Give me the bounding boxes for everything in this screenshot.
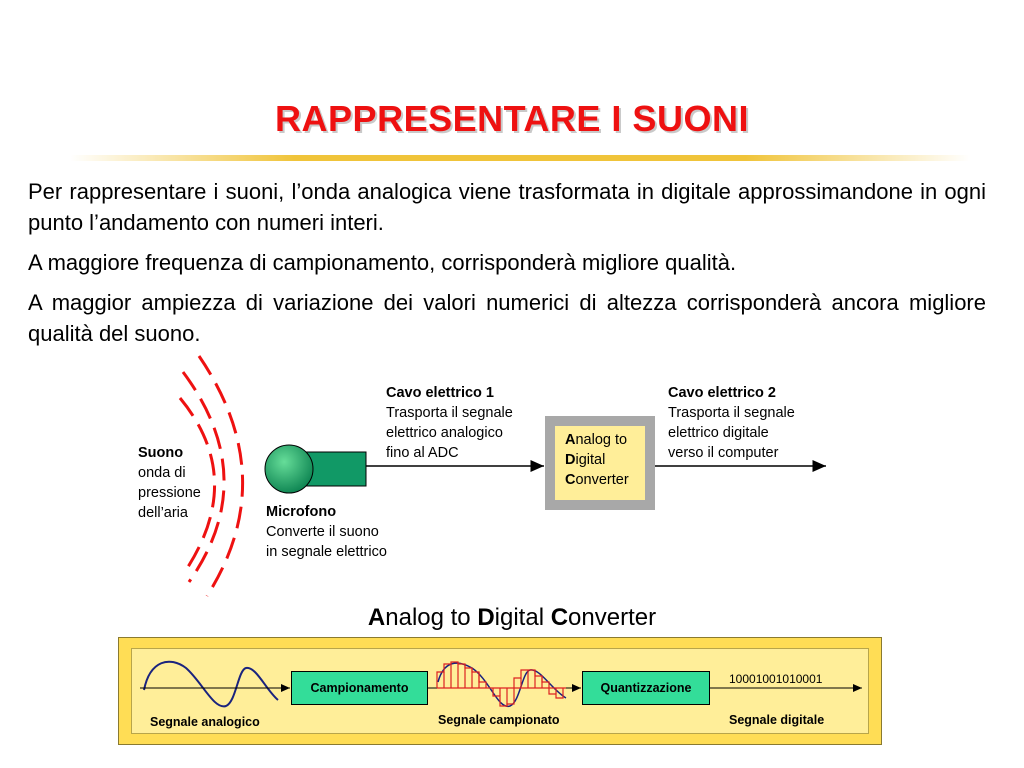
adc-title-rest-c: onverter bbox=[568, 604, 657, 631]
paragraph-1: Per rappresentare i suoni, l’onda analogica viene trasformata in digitale approssimandone in ogni punto l’andamento con numeri interi. bbox=[28, 179, 986, 235]
cable-1-line-1: Trasporta il segnale bbox=[386, 405, 513, 421]
sound-title: Suono bbox=[138, 445, 184, 461]
microphone-line-2: in segnale elettrico bbox=[266, 544, 387, 560]
adc-rest-c: onverter bbox=[575, 472, 629, 488]
sound-line-2: pressione bbox=[138, 485, 201, 501]
cable-2-line-3: verso il computer bbox=[668, 445, 779, 461]
cable-1-line-3: fino al ADC bbox=[386, 445, 459, 461]
microphone-title: Microfono bbox=[266, 504, 337, 520]
analog-signal-caption: Segnale analogico bbox=[150, 715, 260, 729]
cable-2-line-2: elettrico digitale bbox=[668, 425, 769, 441]
cable-1-title: Cavo elettrico 1 bbox=[386, 385, 494, 401]
cable-2-title: Cavo elettrico 2 bbox=[668, 385, 776, 401]
sampling-box: Campionamento bbox=[291, 671, 428, 705]
adc-initial-a: A bbox=[565, 432, 576, 448]
adc-title-initial-a: A bbox=[367, 604, 386, 631]
adc-initial-d: D bbox=[565, 452, 576, 468]
adc-title-initial-c: C bbox=[550, 604, 569, 631]
sound-line-1: onda di bbox=[138, 465, 186, 481]
digital-signal-caption: Segnale digitale bbox=[729, 713, 825, 727]
microphone-line-1: Converte il suono bbox=[266, 524, 379, 540]
adc-title-rest-a: nalog to bbox=[385, 604, 478, 631]
adc-rest-d: igital bbox=[575, 452, 606, 468]
paragraph-2: A maggiore frequenza di campionamento, corrisponderà migliore qualità. bbox=[28, 250, 737, 275]
sample-bars-icon bbox=[437, 662, 566, 706]
adc-initial-c: C bbox=[565, 472, 576, 488]
sampled-wave-icon bbox=[438, 663, 566, 706]
adc-rest-a: nalog to bbox=[575, 432, 628, 448]
paragraph-3: A maggior ampiezza di variazione dei valori numerici di altezza corrisponderà ancora migliore qualità del suono. bbox=[28, 290, 986, 346]
adc-title-rest-d: igital bbox=[494, 604, 551, 631]
sound-line-3: dell’aria bbox=[138, 505, 188, 521]
quantization-box: Quantizzazione bbox=[582, 671, 710, 705]
sampled-signal-caption: Segnale campionato bbox=[438, 713, 560, 727]
cable-1-line-2: elettrico analogico bbox=[386, 425, 503, 441]
analog-wave-icon bbox=[144, 662, 278, 707]
binary-output: 10001001010001 bbox=[729, 672, 823, 686]
page-title: RAPPRESENTARE I SUONI bbox=[275, 98, 749, 139]
adc-title-initial-d: D bbox=[477, 604, 495, 631]
cable-2-line-1: Trasporta il segnale bbox=[668, 405, 795, 421]
